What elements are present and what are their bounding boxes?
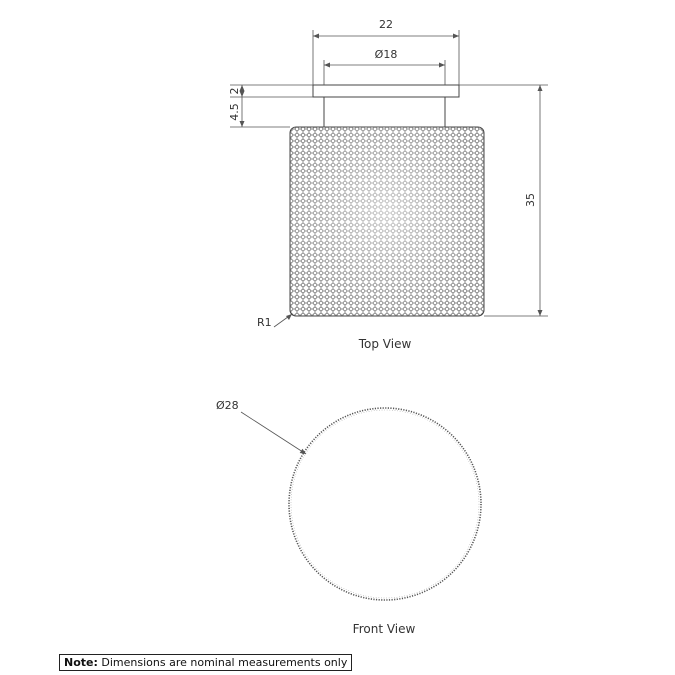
body-height-label: 35 bbox=[524, 193, 537, 207]
dim-edge-radius bbox=[257, 314, 292, 329]
flange-thickness-label: 2 bbox=[228, 87, 241, 95]
edge-radius-label: R1 bbox=[257, 316, 272, 329]
dim-flange-diameter bbox=[324, 48, 445, 85]
flange-diameter-label: Ø18 bbox=[374, 48, 398, 61]
note-text: Dimensions are nominal measurements only bbox=[97, 656, 348, 669]
front-view-title: Front View bbox=[352, 622, 416, 636]
top-view-title: Top View bbox=[358, 337, 412, 351]
note-prefix: Note: bbox=[64, 656, 98, 669]
knurled-body-highlight bbox=[290, 127, 484, 316]
dim-front-diameter bbox=[216, 399, 306, 454]
top-view bbox=[228, 18, 548, 351]
dim-left-thickness bbox=[228, 85, 313, 127]
front-view bbox=[216, 399, 481, 636]
note-box bbox=[59, 654, 352, 671]
front-knob-circle bbox=[289, 408, 481, 600]
stem-height-label: 4.5 bbox=[228, 103, 241, 121]
front-diameter-label: Ø28 bbox=[216, 399, 239, 412]
overall-width-label: 22 bbox=[379, 18, 393, 31]
flange-plate bbox=[313, 85, 459, 97]
